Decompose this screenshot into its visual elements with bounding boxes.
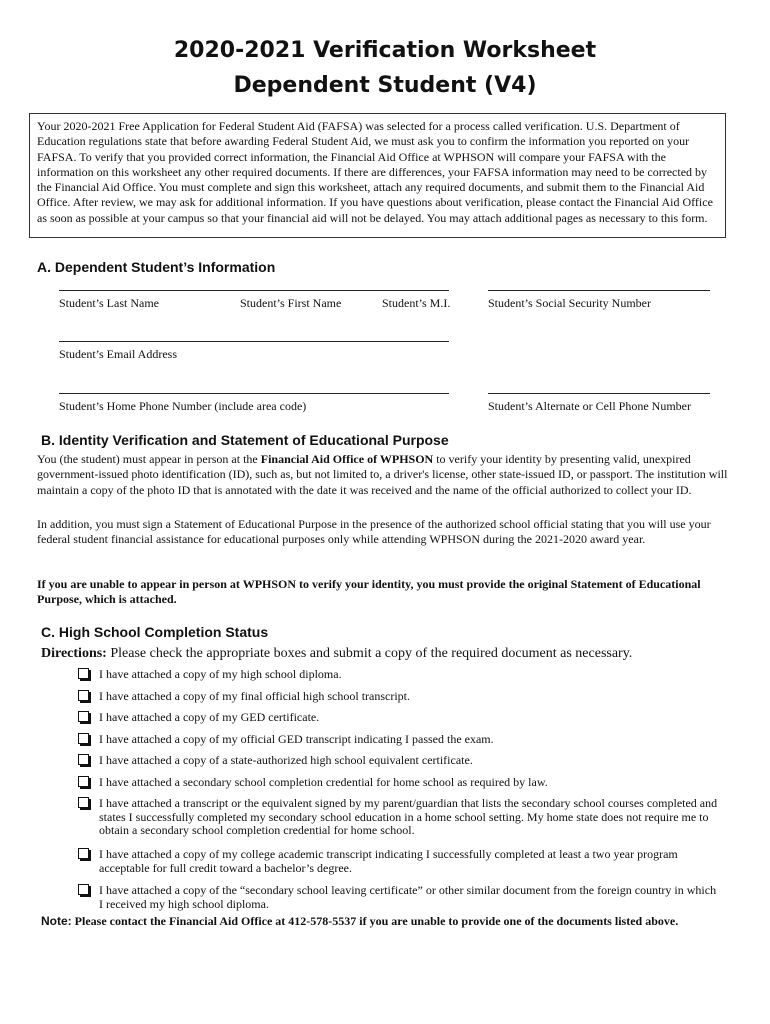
ssn-field-line[interactable] bbox=[488, 290, 710, 291]
checkbox[interactable] bbox=[78, 884, 89, 895]
checkbox[interactable] bbox=[78, 797, 89, 808]
checkbox[interactable] bbox=[78, 848, 89, 859]
statement-paragraph: In addition, you must sign a Statement of Educational Purpose in the presence of the authorized school official stating that you will use your federal student financial assistance for educational purposes only while attending WPHSON during the 2021-2020 award year. bbox=[37, 517, 711, 547]
checkbox[interactable] bbox=[78, 711, 89, 722]
intro-box: Your 2020-2021 Free Application for Federal Student Aid (FAFSA) was selected for a process called verification. U.S. Department of Education regulations state that before awarding Federal Student Aid, we must ask you to confirm the information you reported on your FAFSA. To verify that you provided correct information, the Financial Aid Office at WPHSON will compare your FAFSA with the information on this worksheet any other required documents. If there are differences, your FAFSA information may need to be corrected by the Financial Aid Office. You must complete and sign this worksheet, attach any required documents, and submit them to the Financial Aid Office. After review, we may ask for additional information. If you have questions about verification, please contact the Financial Aid Office as soon as possible at your campus so that your financial aid will not be delayed. You may attach additional pages as necessary to this form. bbox=[29, 113, 726, 238]
section-b-heading: B. Identity Verification and Statement of Educational Purpose bbox=[41, 432, 449, 448]
email-label: Student’s Email Address bbox=[59, 347, 177, 361]
first-name-label: Student’s First Name bbox=[240, 296, 342, 310]
checkbox[interactable] bbox=[78, 754, 89, 765]
checkbox[interactable] bbox=[78, 733, 89, 744]
home-phone-field-line[interactable] bbox=[59, 393, 449, 394]
worksheet-subtitle: Dependent Student (V4) bbox=[233, 73, 537, 98]
directions: Directions: Please check the appropriate boxes and submit a copy of the required document as necessary. bbox=[41, 646, 633, 661]
middle-initial-label: Student’s M.I. bbox=[382, 296, 451, 310]
ssn-label: Student’s Social Security Number bbox=[488, 296, 651, 310]
checkbox[interactable] bbox=[78, 690, 89, 701]
section-c-heading: C. High School Completion Status bbox=[41, 624, 269, 640]
section-a-heading: A. Dependent Student’s Information bbox=[37, 259, 276, 275]
worksheet-title: 2020-2021 Verification Worksheet bbox=[173, 38, 597, 63]
unable-to-appear-paragraph: If you are unable to appear in person at WPHSON to verify your identity, you must provide the original Statement of Educational Purpose, which is attached. bbox=[37, 577, 701, 607]
identity-paragraph: You (the student) must appear in person at the Financial Aid Office of WPHSON to verify your identity by presenting valid, unexpired government-issued photo identification (ID), such as, but not limited to, a driver's license, other state-issued ID, or passport. The institution will maintain a copy of the photo ID that is annotated with the date it was received and the name of the official authorized to collect your ID. bbox=[37, 452, 728, 497]
alt-phone-field-line[interactable] bbox=[488, 393, 710, 394]
checkbox[interactable] bbox=[78, 668, 89, 679]
home-phone-label: Student’s Home Phone Number (include area code) bbox=[59, 399, 307, 413]
email-field-line[interactable] bbox=[59, 341, 449, 342]
contact-note: Note: Please contact the Financial Aid Office at 412-578-5537 if you are unable to provide one of the documents listed above. bbox=[41, 914, 679, 928]
checkbox[interactable] bbox=[78, 776, 89, 787]
last-name-label: Student’s Last Name bbox=[59, 296, 159, 310]
alt-phone-label: Student’s Alternate or Cell Phone Number bbox=[488, 399, 691, 413]
name-fields-line[interactable] bbox=[59, 290, 449, 291]
